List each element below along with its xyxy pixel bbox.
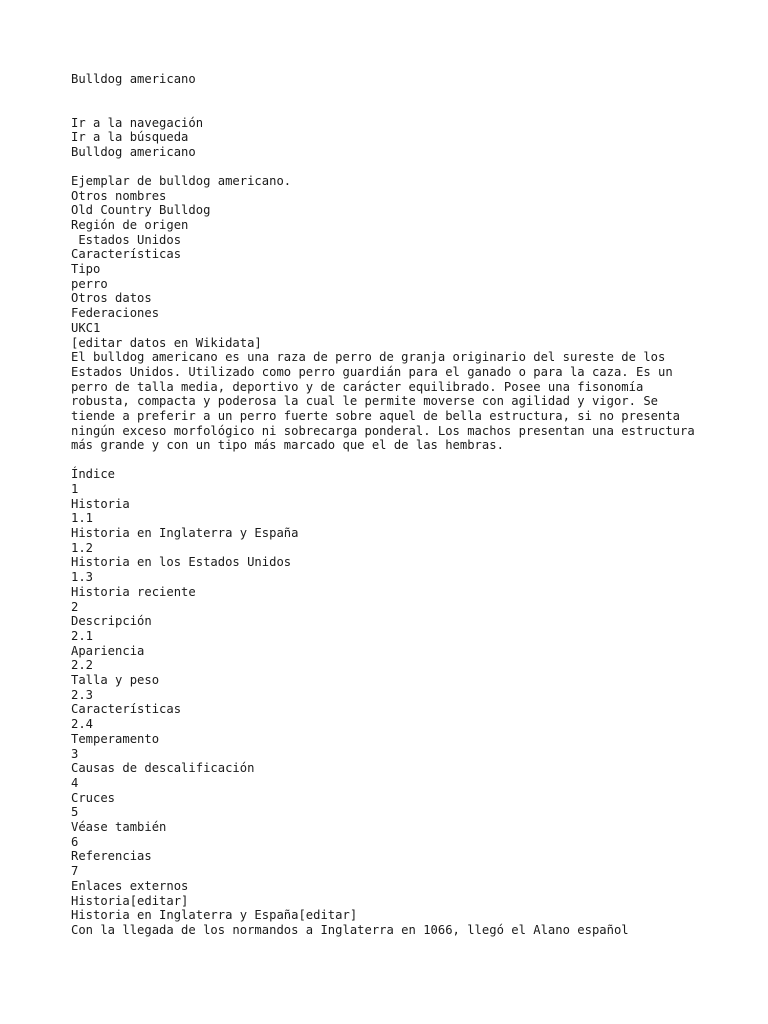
document-page (71, 72, 711, 938)
toc-item-label[interactable]: Cruces (71, 790, 116, 805)
infobox-origin-label: Región de origen (71, 217, 189, 232)
spacer (71, 87, 711, 116)
toc-item-number[interactable]: 2.1 (71, 628, 94, 643)
infobox (71, 174, 711, 350)
toc-item-label[interactable]: Referencias (71, 849, 152, 864)
toc-list (71, 482, 711, 894)
toc-item-label[interactable]: Causas de descalificación (71, 761, 255, 776)
toc-item-label[interactable]: Talla y peso (71, 673, 160, 688)
article-body (71, 894, 711, 938)
section-heading-history-england-spain: Historia en Inglaterra y España[editar] (71, 908, 358, 923)
toc-item-label[interactable]: Temperamento (71, 731, 160, 746)
skip-to-navigation-link[interactable]: Ir a la navegación (71, 115, 204, 130)
spacer (71, 160, 711, 174)
toc-item-label[interactable]: Historia en Inglaterra y España (71, 525, 299, 540)
toc-item-number[interactable]: 2.3 (71, 687, 94, 702)
toc-item-label[interactable]: Véase también (71, 820, 167, 835)
article-heading: Bulldog americano (71, 145, 196, 160)
infobox-other-names-value: Old Country Bulldog (71, 203, 211, 218)
edit-wikidata-link[interactable]: [editar datos en Wikidata] (71, 335, 262, 350)
table-of-contents (71, 467, 711, 893)
infobox-federations-link[interactable]: UKC1 (71, 320, 101, 335)
toc-item-number[interactable]: 1.3 (71, 570, 94, 585)
toc-item-label[interactable]: Enlaces externos (71, 878, 189, 893)
toc-item-number[interactable]: 1.2 (71, 540, 94, 555)
toc-item-number[interactable]: 7 (71, 864, 79, 879)
section-text: Con la llegada de los normandos a Inglaterra en 1066, llegó el Alano español (71, 922, 629, 937)
infobox-type-link[interactable]: perro (71, 276, 108, 291)
toc-item-label[interactable]: Historia (71, 496, 130, 511)
infobox-other-names-label: Otros nombres (71, 188, 167, 203)
toc-title: Índice (71, 467, 116, 482)
toc-item-label[interactable]: Apariencia (71, 643, 145, 658)
toc-item-number[interactable]: 6 (71, 834, 79, 849)
toc-item-number[interactable]: 3 (71, 746, 79, 761)
infobox-characteristics-label: Características (71, 247, 182, 262)
infobox-image-caption: Ejemplar de bulldog americano. (71, 173, 292, 188)
toc-item-number[interactable]: 1.1 (71, 511, 94, 526)
spacer (71, 453, 711, 467)
infobox-other-data-label: Otros datos (71, 291, 152, 306)
toc-item-number[interactable]: 1 (71, 481, 79, 496)
toc-item-number[interactable]: 2.4 (71, 717, 94, 732)
toc-item-number[interactable]: 2.2 (71, 658, 94, 673)
toc-item-number[interactable]: 2 (71, 599, 79, 614)
toc-item-label[interactable]: Historia en los Estados Unidos (71, 555, 292, 570)
skip-to-search-link[interactable]: Ir a la búsqueda (71, 130, 189, 145)
section-heading-history: Historia[editar] (71, 893, 189, 908)
page-title: Bulldog americano (71, 72, 196, 86)
toc-item-label[interactable]: Características (71, 702, 182, 717)
toc-item-number[interactable]: 4 (71, 775, 79, 790)
infobox-origin-link[interactable]: Estados Unidos (71, 232, 182, 247)
infobox-federations-label: Federaciones (71, 306, 160, 321)
intro-paragraph: El bulldog americano es una raza de perro de granja originario del sureste de los Estados Unidos. Utilizado como perro guardián para el ganado o para la caza. Es un perro de talla media, deportivo y de carácter equilibrado. Posee una fisonomía robusta, compacta y poderosa la cual le permite moverse con agilidad y vigor. Se tiende a preferir a un perro fuerte sobre aquel de bella estructura, si no presenta ningún exceso morfológico ni sobrecarga ponderal. Los machos presentan una estructura más grande y con un tipo más marcado que el de las hembras. (71, 350, 695, 453)
toc-item-label[interactable]: Historia reciente (71, 584, 196, 599)
toc-item-number[interactable]: 5 (71, 805, 79, 820)
infobox-type-label: Tipo (71, 262, 101, 277)
toc-item-label[interactable]: Descripción (71, 614, 152, 629)
